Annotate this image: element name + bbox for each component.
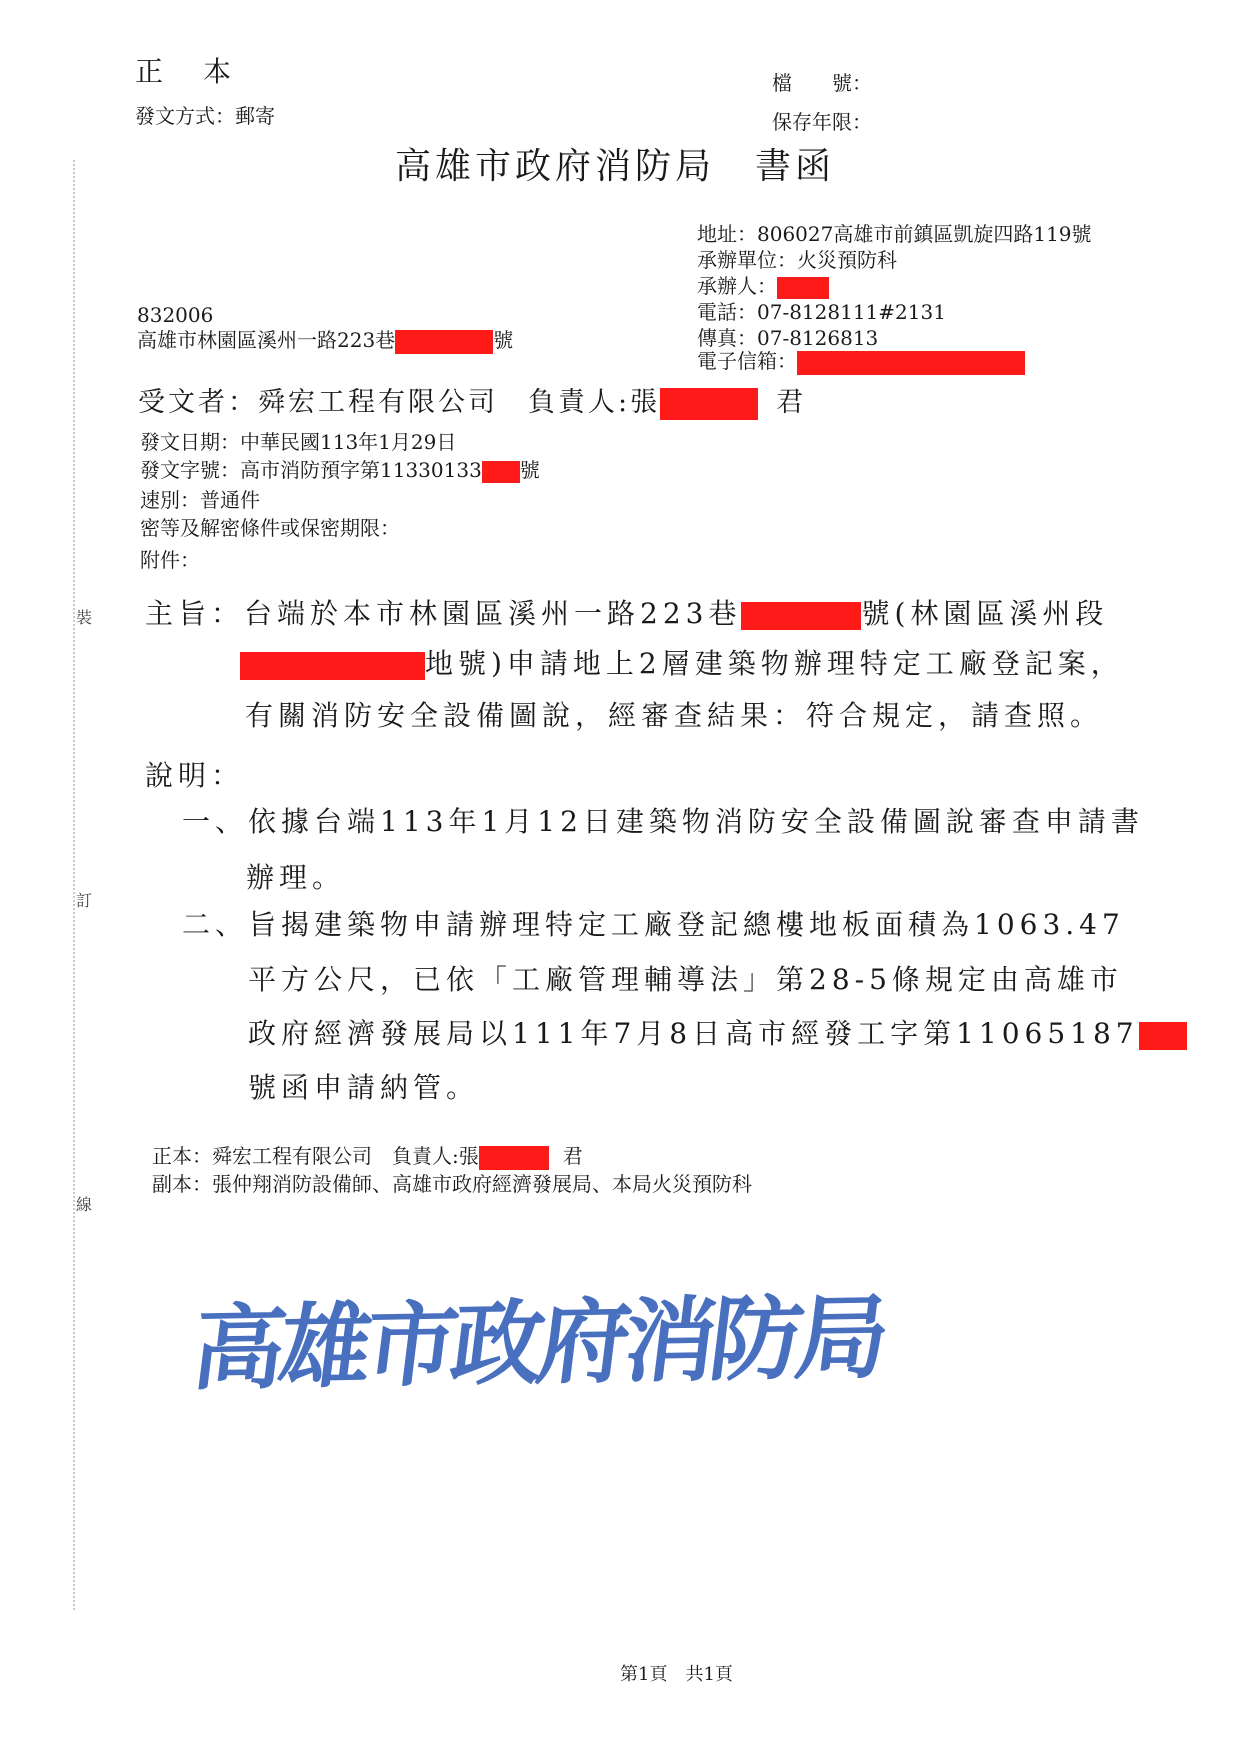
explanation-item-1-line-1: 一、依據台端113年1月12日建築物消防安全設備圖說審查申請書 bbox=[182, 805, 1144, 838]
send-method: 發文方式：郵寄 bbox=[135, 104, 275, 128]
sender-handler bbox=[697, 270, 829, 299]
recipient-address-suffix: 號 bbox=[493, 328, 514, 352]
explanation-item-2-text-3: 政府經濟發展局以111年7月8日高市經發工字第11065187 bbox=[248, 1017, 1139, 1050]
distribution-original-suffix: 君 bbox=[562, 1144, 583, 1168]
attachments: 附件： bbox=[140, 548, 200, 572]
redaction-box bbox=[395, 330, 493, 354]
subject-text-2: 地號)申請地上2層建築物辦理特定工廠登記案， bbox=[425, 647, 1124, 680]
redaction-box bbox=[797, 351, 1025, 375]
official-stamp: 高雄市政府消防局 bbox=[186, 1284, 890, 1403]
secrecy-level: 密等及解密條件或保密期限： bbox=[140, 516, 400, 540]
distribution-copy: 副本：張仲翔消防設備師、高雄市政府經濟發展局、本局火災預防科 bbox=[152, 1172, 752, 1196]
file-number: 檔 號： bbox=[772, 71, 872, 95]
recipient-label: 受文者：舜宏工程有限公司 負責人:張 bbox=[138, 387, 661, 418]
document-number-suffix: 號 bbox=[519, 458, 540, 482]
copy-type: 正 本 bbox=[135, 55, 238, 88]
subject-text-1a: 主旨：台端於本市林園區溪州一路223巷 bbox=[145, 597, 742, 630]
recipient bbox=[138, 380, 806, 420]
distribution-original-label: 正本：舜宏工程有限公司 負責人:張 bbox=[152, 1144, 479, 1168]
binding-line bbox=[73, 160, 75, 1610]
retention-period: 保存年限： bbox=[772, 110, 872, 134]
sender-fax: 傳真：07-8126813 bbox=[697, 326, 879, 350]
redaction-box bbox=[741, 602, 861, 630]
recipient-street: 高雄市林園區溪州一路223巷 bbox=[137, 328, 396, 352]
document-number-label: 發文字號：高市消防預字第11330133 bbox=[140, 458, 482, 482]
explanation-item-1-line-2: 辦理。 bbox=[246, 861, 346, 894]
delivery-speed: 速別：普通件 bbox=[140, 488, 260, 512]
sender-handler-label: 承辦人： bbox=[697, 274, 777, 298]
binding-mark-zhuang: 裝 bbox=[76, 608, 93, 627]
explanation-item-2-line-3 bbox=[248, 1012, 1187, 1052]
explanation-heading: 說明： bbox=[145, 759, 245, 792]
redaction-box bbox=[482, 461, 520, 483]
explanation-item-2-line-2: 平方公尺，已依「工廠管理輔導法」第28-5條規定由高雄市 bbox=[248, 963, 1123, 996]
binding-mark-xian: 線 bbox=[76, 1195, 93, 1214]
redaction-box bbox=[240, 652, 425, 680]
redaction-box bbox=[1139, 1022, 1187, 1050]
issue-date: 發文日期：中華民國113年1月29日 bbox=[140, 430, 457, 454]
subject-line-3: 有關消防安全設備圖說，經審查結果：符合規定，請查照。 bbox=[245, 699, 1104, 732]
redaction-box bbox=[479, 1146, 549, 1170]
distribution-original bbox=[152, 1140, 583, 1170]
sender-unit: 承辦單位：火災預防科 bbox=[697, 248, 897, 272]
recipient-postal-code: 832006 bbox=[137, 303, 214, 327]
recipient-suffix: 君 bbox=[776, 387, 807, 418]
explanation-item-2-line-1: 二、旨揭建築物申請辦理特定工廠登記總樓地板面積為1063.47 bbox=[182, 908, 1125, 941]
redaction-box bbox=[660, 388, 758, 420]
subject-line-1 bbox=[145, 592, 1108, 632]
sender-phone: 電話：07-8128111#2131 bbox=[697, 300, 946, 324]
page-number: 第1頁 共1頁 bbox=[620, 1664, 733, 1685]
sender-email-label: 電子信箱： bbox=[697, 349, 797, 373]
subject-text-1b: 號(林園區溪州段 bbox=[861, 597, 1109, 630]
document-title: 高雄市政府消防局 書函 bbox=[395, 146, 836, 187]
subject-line-2 bbox=[240, 642, 1124, 682]
document-number bbox=[140, 454, 540, 483]
sender-email bbox=[697, 345, 1025, 375]
sender-address: 地址：806027高雄市前鎮區凱旋四路119號 bbox=[697, 222, 1092, 246]
explanation-item-2-line-4: 號函申請納管。 bbox=[248, 1071, 480, 1104]
binding-mark-ding: 訂 bbox=[76, 891, 93, 910]
recipient-address bbox=[137, 324, 513, 354]
